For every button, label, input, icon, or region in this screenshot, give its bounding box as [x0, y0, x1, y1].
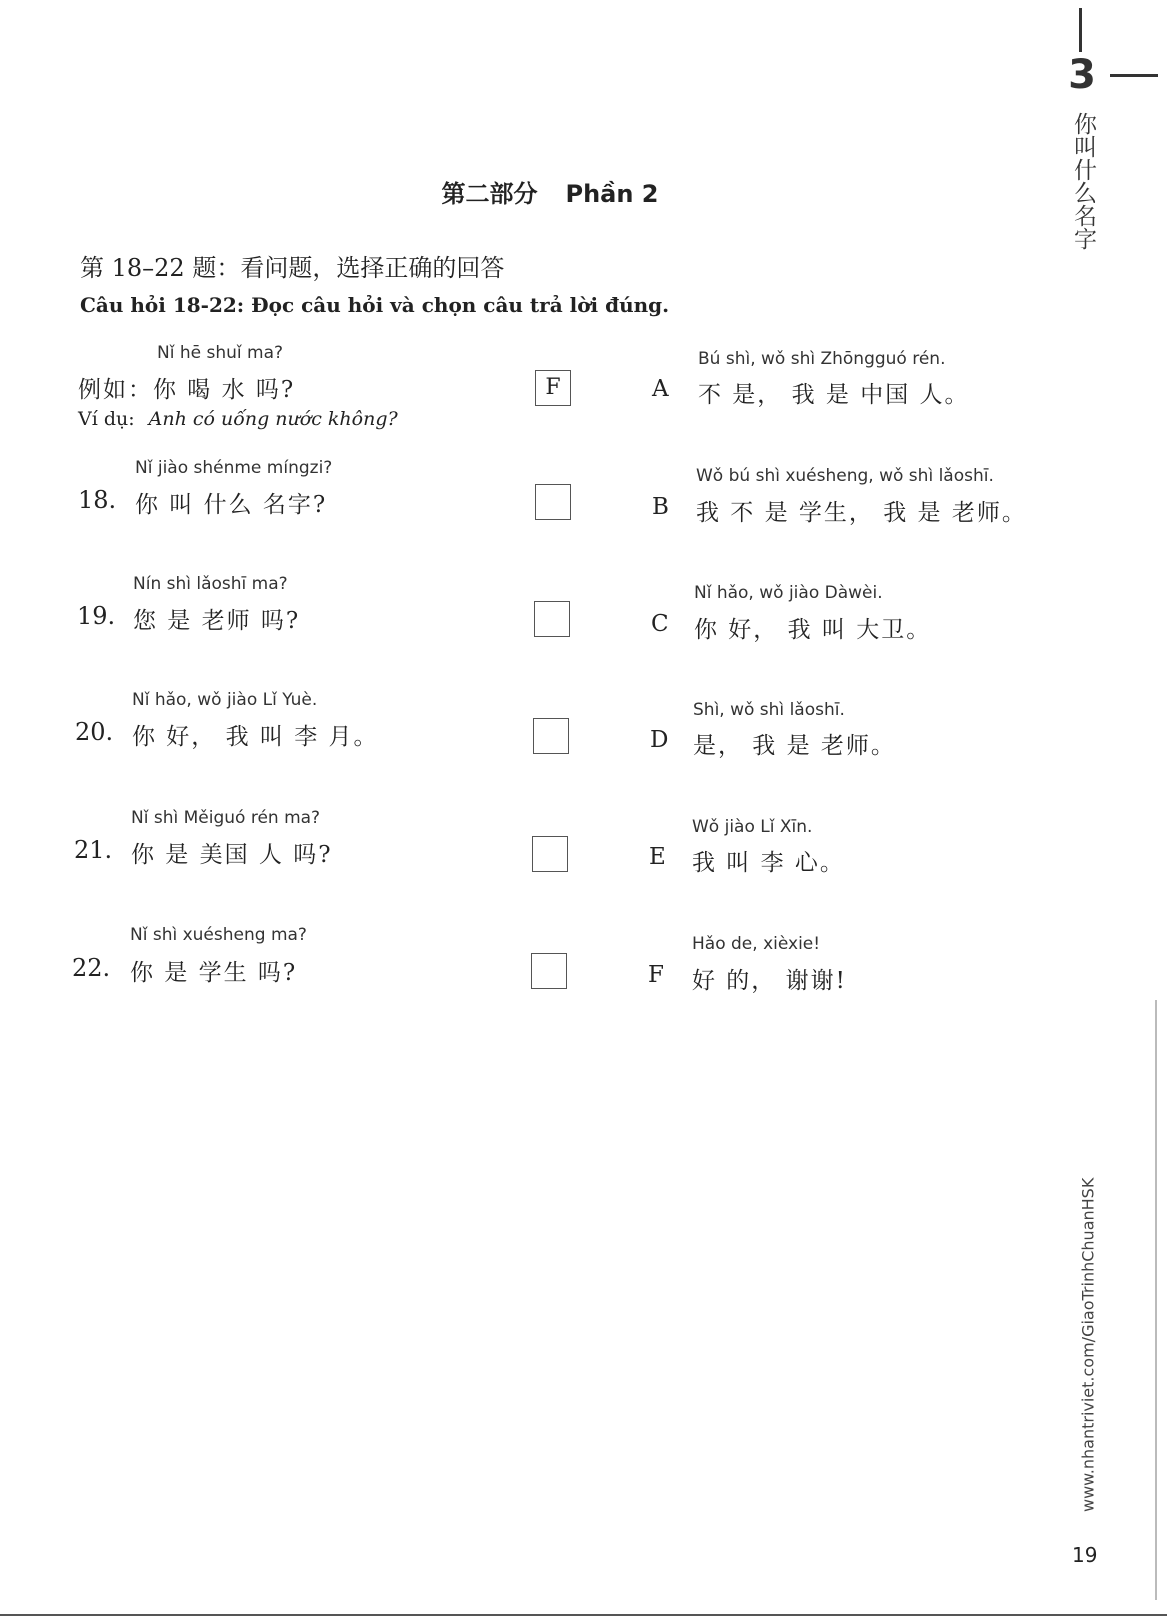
question-text: 你 好， 我 叫 李 月。: [132, 724, 379, 750]
section-title-zh: 第二部分: [441, 179, 538, 208]
question-text: 你 是 美国 人 吗?: [131, 842, 333, 868]
answer-text: 好 的， 谢谢!: [692, 968, 847, 994]
example-pinyin: Nǐ hē shuǐ ma?: [157, 343, 284, 363]
bottom-rule: [0, 1614, 1167, 1616]
question-number: 19.: [77, 602, 116, 630]
chapter-number: 3: [1068, 52, 1096, 98]
question-pinyin: Nǐ shì xuésheng ma?: [130, 925, 307, 945]
question-pinyin: Nǐ hǎo, wǒ jiào Lǐ Yuè.: [132, 690, 318, 710]
example-question: [78, 371, 295, 404]
question-number: 21.: [74, 836, 113, 864]
answer-text: 你 好， 我 叫 大卫。: [694, 617, 932, 643]
answer-box-20[interactable]: [533, 718, 569, 754]
answer-letter: B: [652, 494, 669, 520]
question-number: 20.: [75, 718, 114, 746]
question-text: 你 叫 什么 名字?: [135, 492, 328, 518]
question-number: 22.: [72, 954, 111, 982]
example-vi-label: Ví dụ:: [78, 408, 135, 430]
answer-pinyin: Nǐ hǎo, wǒ jiào Dàwèi.: [694, 583, 883, 603]
answer-letter: D: [650, 727, 669, 753]
answer-pinyin: Hǎo de, xièxie!: [692, 934, 821, 954]
tab-rule-top: [1079, 8, 1082, 52]
answer-letter: F: [648, 962, 664, 988]
answer-pinyin: Shì, wǒ shì lǎoshī.: [693, 700, 845, 720]
section-title: [0, 174, 1100, 209]
answer-letter: C: [651, 611, 669, 637]
question-text: 您 是 老师 吗?: [133, 608, 301, 634]
question-number: 18.: [78, 486, 117, 514]
answer-box-21[interactable]: [532, 836, 568, 872]
tab-rule-right: [1110, 74, 1158, 77]
question-pinyin: Nǐ jiào shénme míngzi?: [135, 458, 333, 478]
example-text: 你 喝 水 吗?: [153, 377, 296, 403]
answer-text: 我 不 是 学生， 我 是 老师。: [696, 500, 1027, 526]
example-answer-box: F: [535, 370, 571, 406]
answer-text: 我 叫 李 心。: [692, 850, 845, 876]
answer-letter: E: [649, 844, 666, 870]
answer-pinyin: Wǒ jiào Lǐ Xīn.: [692, 817, 813, 837]
instructions-zh: 第 18–22 题：看问题，选择正确的回答: [80, 254, 505, 282]
page-number: 19: [1072, 1543, 1098, 1567]
example-label: 例如：: [78, 377, 153, 403]
answer-text: 是， 我 是 老师。: [693, 733, 896, 759]
question-text: 你 是 学生 吗?: [130, 960, 298, 986]
answer-text: 不 是， 我 是 中国 人。: [698, 382, 970, 408]
page-edge-rule: [1155, 1000, 1157, 1600]
chapter-title: 你叫什么名字: [1070, 112, 1096, 250]
example-translation: [78, 408, 398, 430]
answer-box-19[interactable]: [534, 601, 570, 637]
website-url: www.nhantriviet.com/GiaoTrinhChuanHSK: [1078, 1177, 1098, 1513]
answer-pinyin: Wǒ bú shì xuésheng, wǒ shì lǎoshī.: [696, 466, 994, 486]
question-pinyin: Nǐ shì Měiguó rén ma?: [131, 808, 321, 828]
answer-pinyin: Bú shì, wǒ shì Zhōngguó rén.: [698, 349, 946, 369]
question-pinyin: Nín shì lǎoshī ma?: [133, 574, 288, 594]
answer-box-22[interactable]: [531, 953, 567, 989]
example-vi-text: Anh có uống nước không?: [148, 408, 398, 430]
answer-box-18[interactable]: [535, 484, 571, 520]
instructions-vn: Câu hỏi 18-22: Đọc câu hỏi và chọn câu trả lời đúng.: [80, 293, 670, 317]
answer-letter: A: [652, 376, 669, 402]
section-title-vn: Phần 2: [565, 180, 659, 208]
